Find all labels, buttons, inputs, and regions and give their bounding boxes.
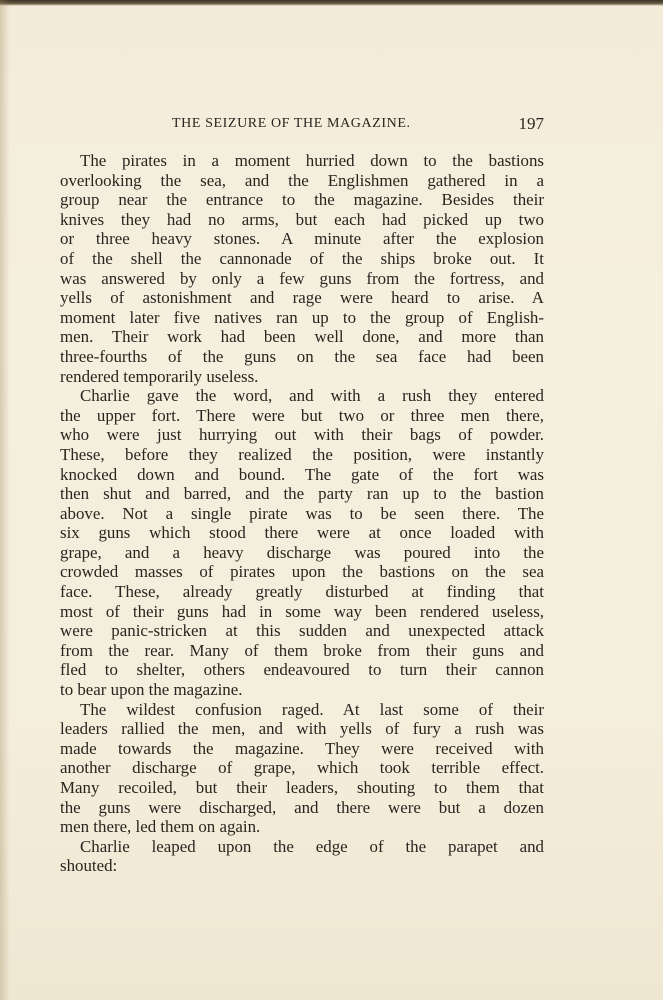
- page-gutter-shadow: [0, 0, 10, 1000]
- text-line: fled to shelter, others endeavoured to turn their cannon: [60, 660, 544, 680]
- text-line: then shut and barred, and the party ran up to the bastion: [60, 484, 544, 504]
- text-line: overlooking the sea, and the Englishmen gathered in a: [60, 170, 544, 190]
- text-line: leaders rallied the men, and with yells of fury a rush was: [60, 719, 544, 739]
- text-line: rendered temporarily useless.: [60, 366, 259, 386]
- text-line: shouted:: [60, 856, 118, 876]
- text-line: knives they had no arms, but each had picked up two: [60, 209, 544, 229]
- page-number: 197: [518, 114, 544, 133]
- text-line: These, before they realized the position, were instantly: [60, 444, 544, 464]
- text-line: group near the entrance to the magazine. Besides their: [60, 190, 544, 210]
- text-line: knocked down and bound. The gate of the fort was: [60, 464, 544, 484]
- text-line: were panic-stricken at this sudden and unexpected attack: [60, 621, 544, 641]
- text-line: yells of astonishment and rage were heard to arise. A: [60, 288, 544, 308]
- text-line: men there, led them on again.: [60, 817, 261, 837]
- text-line: or three heavy stones. A minute after the explosion: [60, 229, 544, 249]
- text-line: men. Their work had been well done, and more than: [60, 327, 544, 347]
- text-line: was answered by only a few guns from the fortress, and: [60, 268, 544, 288]
- running-title: THE SEIZURE OF THE MAGAZINE.: [172, 116, 411, 131]
- running-head: [60, 116, 544, 138]
- page-top-edge: [0, 0, 663, 6]
- text-line: of the shell the cannonade of the ships broke out. It: [60, 248, 544, 268]
- text-line: the upper fort. There were but two or three men there,: [60, 405, 544, 425]
- text-line: Charlie leaped upon the edge of the parapet and: [80, 836, 544, 856]
- text-line: face. These, already greatly disturbed at finding that: [60, 582, 544, 602]
- text-line: made towards the magazine. They were received with: [60, 738, 544, 758]
- text-line: moment later five natives ran up to the group of English-: [60, 307, 544, 327]
- text-line: The pirates in a moment hurried down to the bastions: [80, 151, 544, 170]
- text-line: Charlie gave the word, and with a rush they entered: [80, 386, 544, 406]
- text-line: Many recoiled, but their leaders, shouting to them that: [60, 778, 544, 797]
- text-line: who were just hurrying out with their bags of powder.: [60, 425, 544, 445]
- text-line: another discharge of grape, which took terrible effect.: [60, 758, 544, 778]
- body-text: [60, 151, 544, 876]
- text-line: The wildest confusion raged. At last some of their: [80, 699, 544, 719]
- text-line: grape, and a heavy discharge was poured into the: [60, 542, 544, 562]
- text-line: the guns were discharged, and there were but a dozen: [60, 797, 544, 817]
- text-line: above. Not a single pirate was to be seen there. The: [60, 503, 544, 523]
- text-line: six guns which stood there were at once loaded with: [60, 523, 544, 543]
- text-line: to bear upon the magazine.: [60, 680, 243, 700]
- text-line: from the rear. Many of them broke from their guns and: [60, 640, 544, 660]
- text-line: most of their guns had in some way been rendered useless,: [60, 601, 544, 621]
- text-line: crowded masses of pirates upon the bastions on the sea: [60, 562, 544, 582]
- text-line: three-fourths of the guns on the sea face had been: [60, 346, 544, 366]
